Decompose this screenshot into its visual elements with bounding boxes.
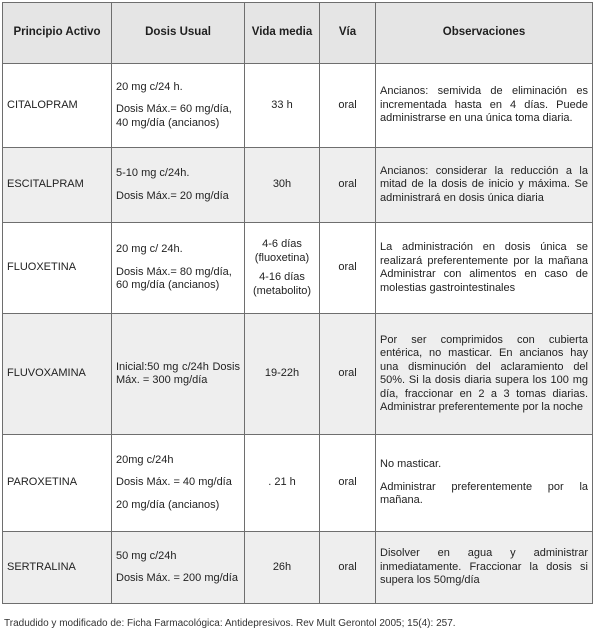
dose-line: 40 mg/día (ancianos) xyxy=(116,116,220,129)
table-row xyxy=(3,148,593,223)
drug-table xyxy=(2,2,593,604)
route: oral xyxy=(320,64,376,148)
drug-name: PAROXETINA xyxy=(3,435,112,532)
usual-dose xyxy=(112,314,245,435)
usual-dose xyxy=(112,223,245,314)
observations xyxy=(376,435,593,532)
dose-line: Inicial:50 mg c/24h Dosis Máx. = 300 mg/día xyxy=(116,360,240,386)
drug-name: CITALOPRAM xyxy=(3,64,112,148)
route: oral xyxy=(320,435,376,532)
dose-line: Dosis Máx.= 80 mg/día, xyxy=(116,265,232,278)
drug-name: SERTRALINA xyxy=(3,532,112,604)
half-life: 26h xyxy=(245,532,320,604)
half-life: 33 h xyxy=(245,64,320,148)
half-life-line: 4-6 días xyxy=(262,238,302,250)
route: oral xyxy=(320,532,376,604)
observations: La administración en dosis única se realizará preferentemente por la mañana Administrar con alimentos en caso de molestias gastrointestinales xyxy=(376,223,593,314)
route: oral xyxy=(320,314,376,435)
dose-line: Dosis Máx.= 60 mg/día, xyxy=(116,103,232,116)
route: oral xyxy=(320,223,376,314)
usual-dose xyxy=(112,435,245,532)
table-row xyxy=(3,532,593,604)
usual-dose xyxy=(112,148,245,223)
half-life xyxy=(245,223,320,314)
dose-line: 5-10 mg c/24h. xyxy=(116,167,190,179)
dose-line: 20 mg/día (ancianos) xyxy=(116,498,220,511)
half-life: 30h xyxy=(245,148,320,223)
usual-dose xyxy=(112,64,245,148)
dose-line: 20mg c/24h xyxy=(116,453,174,466)
dose-line: 50 mg c/24h xyxy=(116,549,177,562)
observation-line: Administrar preferentemente por la mañana. xyxy=(380,480,588,507)
dose-line: 20 mg c/24 h. xyxy=(116,80,183,93)
half-life-line: (metabolito) xyxy=(252,284,312,297)
table-row xyxy=(3,314,593,435)
dose-line: 20 mg c/ 24h. xyxy=(116,243,183,256)
header-dosis-usual: Dosis Usual xyxy=(112,3,245,64)
drug-name: ESCITALPRAM xyxy=(3,148,112,223)
dose-line: Dosis Máx. = 200 mg/día xyxy=(116,572,238,584)
table-row xyxy=(3,435,593,532)
observation-line: No masticar. xyxy=(380,458,442,471)
half-life: . 21 h xyxy=(245,435,320,532)
observations: Por ser comprimidos con cubierta entérica, no masticar. En ancianos hay una disminución del aclaramiento del 50%. Si la dosis diaria supera los 100 mg día, fraccionar en 2 a 3 tomas diarias. Administrar preferentemente por la noche xyxy=(376,314,593,435)
header-principio-activo: Principio Activo xyxy=(3,3,112,64)
observations: Disolver en agua y administrar inmediatamente. Fraccionar la dosis si supera los 50mg/día xyxy=(376,532,593,604)
drug-name: FLUOXETINA xyxy=(3,223,112,314)
observations: Ancianos: semivida de eliminación es incrementada hasta en 4 días. Puede administrarse en una única toma diaria. xyxy=(376,64,593,148)
half-life-line: 4-16 días xyxy=(259,271,305,283)
source-citation: Tradudido y modificado de: Ficha Farmacológica: Antidepresivos. Rev Mult Gerontol 2005; 15(4): 257. xyxy=(4,618,456,629)
table-row xyxy=(3,223,593,314)
half-life-line: (fluoxetina) xyxy=(254,251,310,264)
drug-name: FLUVOXAMINA xyxy=(3,314,112,435)
table-row xyxy=(3,64,593,148)
half-life: 19-22h xyxy=(245,314,320,435)
dose-line: Dosis Máx.= 20 mg/día xyxy=(116,189,229,202)
route: oral xyxy=(320,148,376,223)
observations: Ancianos: considerar la reducción a la mitad de la dosis de inicio y máxima. Se administrará en dosis única diaria xyxy=(376,148,593,223)
dose-line: 60 mg/día (ancianos) xyxy=(116,279,220,292)
dose-line: Dosis Máx. = 40 mg/día xyxy=(116,476,232,489)
usual-dose xyxy=(112,532,245,604)
header-observaciones: Observaciones xyxy=(376,3,593,64)
header-vida-media: Vida media xyxy=(245,3,320,64)
header-via: Vía xyxy=(320,3,376,64)
